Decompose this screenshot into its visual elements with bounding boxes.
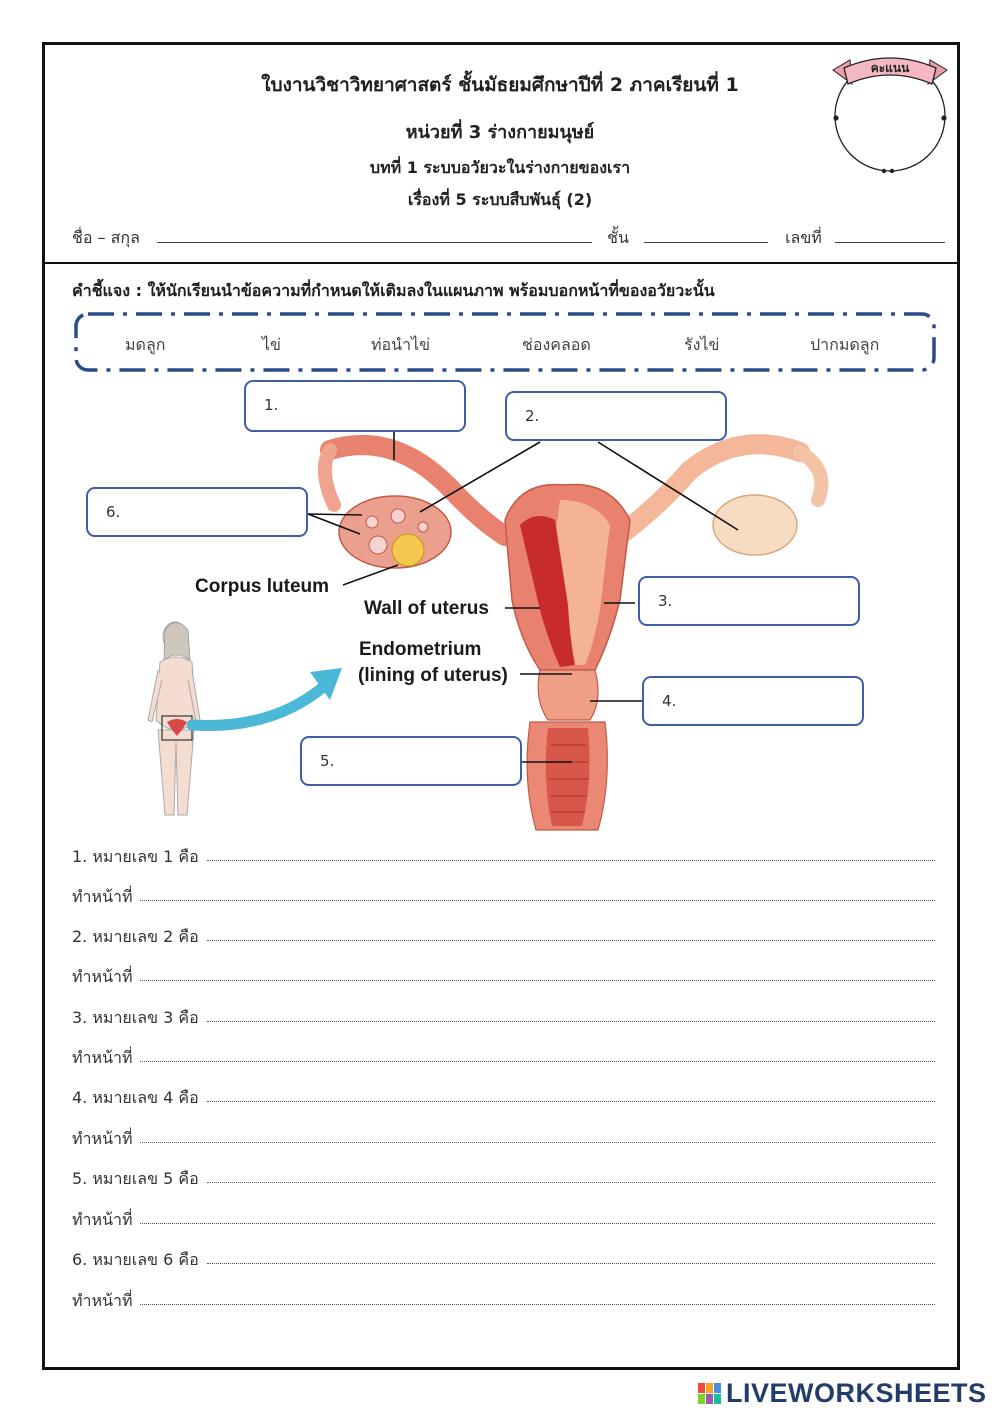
answer-field-6[interactable] <box>207 1262 935 1264</box>
class-label: ชั้น <box>607 228 629 247</box>
caption-corpus-luteum: Corpus luteum <box>195 576 330 597</box>
word-bank-frame <box>74 312 936 372</box>
answer-function-3: ทำหน้าที่ <box>72 1048 133 1067</box>
answer-field-2[interactable] <box>207 939 935 941</box>
answer-question-3: 3. หมายเลข 3 คือ <box>72 1008 199 1027</box>
label-box-6[interactable]: 6. <box>86 487 308 537</box>
cervix <box>538 670 598 720</box>
name-field[interactable] <box>157 227 592 243</box>
answer-field-1[interactable] <box>207 859 935 861</box>
function-field-6[interactable] <box>140 1303 935 1305</box>
chapter-title: บทที่ 1 ระบบอวัยวะในร่างกายของเรา <box>369 158 631 177</box>
answer-question-1: 1. หมายเลข 1 คือ <box>72 847 199 866</box>
label-box-3[interactable]: 3. <box>638 576 860 626</box>
answer-question-5: 5. หมายเลข 5 คือ <box>72 1169 199 1188</box>
answer-field-4[interactable] <box>207 1100 935 1102</box>
word-bank-item[interactable]: ไข่ <box>262 335 281 354</box>
liveworksheets-logo-icon <box>698 1383 722 1405</box>
label-box-1[interactable]: 1. <box>244 380 466 432</box>
name-label: ชื่อ – สกุล <box>72 228 140 247</box>
human-figure-illustration <box>148 622 200 815</box>
word-bank-item[interactable]: ปากมดลูก <box>810 335 880 354</box>
number-field[interactable] <box>835 227 945 243</box>
class-field[interactable] <box>644 227 768 243</box>
function-field-3[interactable] <box>140 1060 935 1062</box>
word-bank-item[interactable]: ช่องคลอด <box>522 335 591 354</box>
function-field-1[interactable] <box>140 899 935 901</box>
score-badge <box>828 50 952 176</box>
answer-field-5[interactable] <box>207 1181 935 1183</box>
caption-endometrium-sub: (lining of uterus) <box>358 665 508 686</box>
label-box-5[interactable]: 5. <box>300 736 522 786</box>
topic-title: เรื่องที่ 5 ระบบสืบพันธุ์ (2) <box>407 190 593 209</box>
answer-question-6: 6. หมายเลข 6 คือ <box>72 1250 199 1269</box>
answer-question-4: 4. หมายเลข 4 คือ <box>72 1088 199 1107</box>
student-info-row <box>72 226 945 251</box>
zoom-arrow <box>192 688 322 726</box>
answer-function-6: ทำหน้าที่ <box>72 1291 133 1310</box>
corpus-luteum-shape <box>392 534 424 566</box>
answer-function-1: ทำหน้าที่ <box>72 887 133 906</box>
function-field-4[interactable] <box>140 1141 935 1143</box>
answer-question-2: 2. หมายเลข 2 คือ <box>72 927 199 946</box>
word-bank-item[interactable]: มดลูก <box>125 335 166 354</box>
number-label: เลขที่ <box>785 228 822 247</box>
word-bank-item[interactable]: ท่อนำไข่ <box>371 335 431 354</box>
caption-wall-of-uterus: Wall of uterus <box>364 598 489 619</box>
word-bank-item[interactable]: รังไข่ <box>684 335 720 354</box>
unit-title: หน่วยที่ 3 ร่างกายมนุษย์ <box>405 122 595 143</box>
liveworksheets-brand: LIVEWORKSHEETS <box>726 1378 987 1408</box>
score-label: คะแนน <box>870 61 910 75</box>
answer-function-2: ทำหน้าที่ <box>72 967 133 986</box>
answer-function-4: ทำหน้าที่ <box>72 1129 133 1148</box>
label-box-4[interactable]: 4. <box>642 676 864 726</box>
worksheet-title: ใบงานวิชาวิทยาศาสตร์ ชั้นมัธยมศึกษาปีที่ 2 ภาคเรียนที่ 1 <box>261 74 739 96</box>
right-ovary <box>713 495 797 555</box>
caption-endometrium: Endometrium <box>359 639 482 660</box>
answer-function-5: ทำหน้าที่ <box>72 1210 133 1229</box>
label-box-2[interactable]: 2. <box>505 391 727 441</box>
function-field-5[interactable] <box>140 1222 935 1224</box>
function-field-2[interactable] <box>140 979 935 981</box>
answer-field-3[interactable] <box>207 1020 935 1022</box>
instruction-text: คำชี้แจง : ให้นักเรียนนำข้อความที่กำหนดให้เติมลงในแผนภาพ พร้อมบอกหน้าที่ของอวัยวะนั้น <box>72 281 715 300</box>
header-divider <box>42 262 960 264</box>
